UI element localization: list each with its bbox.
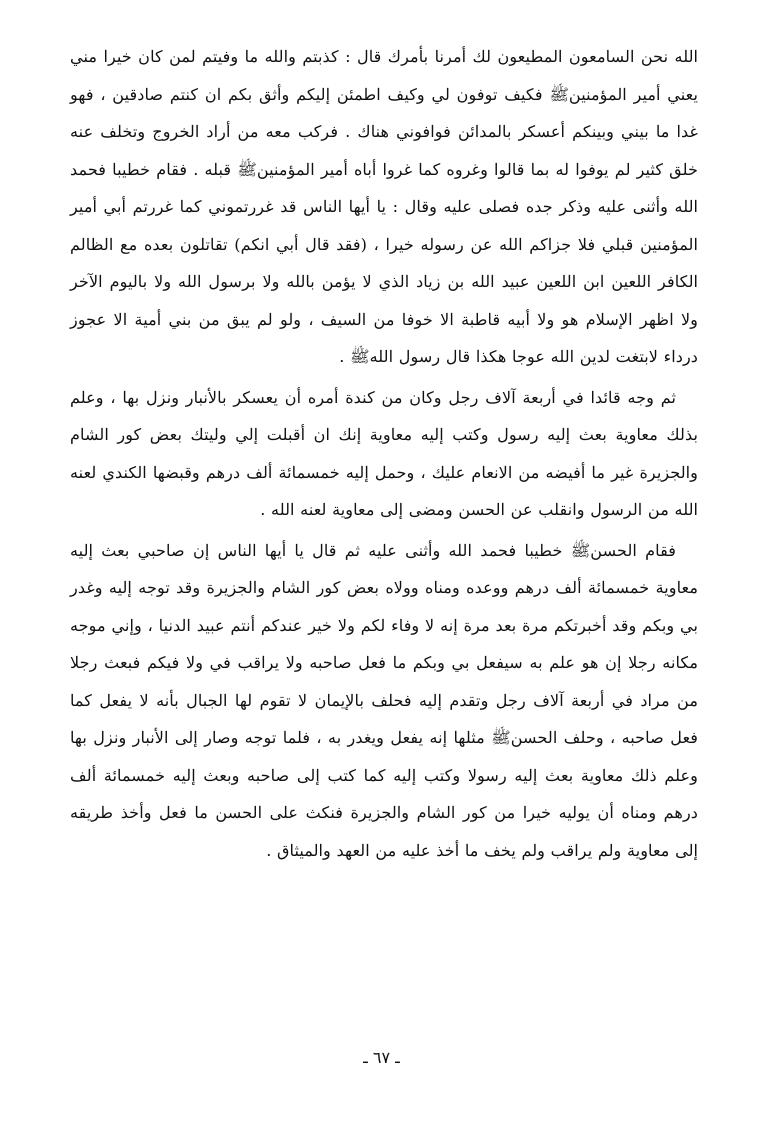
page-number: ـ ٦٧ ـ bbox=[363, 1048, 400, 1067]
paragraph-2: ثم وجه قائدا في أربعة آلاف رجل وكان من كندة أمره أن يعسكر بالأنبار ونزل بها ، وعلم بذلك معاوية بعث إليه رسول وكتب إليه معاوية إنك ان أقبلت إلي وليتك بعض كور الشام والجزيرة غير ما أفيضه من الانعام عليك ، وحمل إليه خمسمائة ألف درهم وقبضها الكندي لعنه الله من الرسول وانقلب عن الحسن ومضى إلى معاوية لعنه الله . bbox=[70, 387, 698, 519]
paragraph-1: الله نحن السامعون المطيعون لك أمرنا بأمرك قال : كذبتم والله ما وفيتم لمن كان خيرا مني يعني أمير المؤمنينﷺ فكيف توفون لي وكيف اطمئن إليكم وأثق بكم ان كنتم صادقين ، فهو غدا ما بيني وبينكم أعسكر بالمدائن فوافوني هناك . فركب معه من أراد الخروج وتخلف عنه خلق كثير لم يوفوا له بما قالوا وغروه كما غروا أباه أمير المؤمنينﷺ قبله . فقام خطيبا فحمد الله وأثنى عليه وذكر جده فصلى عليه وقال : يا أيها الناس قد غررتموني كما غررتم أبي أمير المؤمنين قبلي فلا جزاكم الله عن رسوله خيرا ، (فقد قال أبي انكم) تقاتلون بعده مع الظالم الكافر اللعين ابن اللعين عبيد الله بن زياد الذي لا يؤمن بالله ولا برسول الله ولا باليوم الآخر ولا اظهر الإسلام هو ولا أبيه قاطبة الا خوفا من السيف ، ولو لم يبق من بني أمية الا عجوز درداء لابتغت لدين الله عوجا هكذا قال رسول اللهﷺ . bbox=[70, 47, 698, 366]
paragraph-3: فقام الحسنﷺ خطيبا فحمد الله وأثنى عليه ثم قال يا أيها الناس إن صاحبي بعث إليه معاوية خمسمائة ألف درهم ووعده ومناه وولاه بعض كور الشام والجزيرة وقد توجه إليه وغدر بي وبكم وقد أخبرتكم مرة بعد مرة إنه لا وفاء لكم ولا خير عندكم أنتم عبيد الدنيا ، وإني موجه مكانه رجلا إن هو علم به سيفعل بي وبكم ما فعل صاحبه ولا يراقب في ولا فيكم فبعث رجلا من مراد في أربعة آلاف رجل وتقدم إليه فحلف بالإيمان لا تقوم لها الجبال بأنه لا يفعل كما فعل صاحبه ، وحلف الحسنﷺ مثلها إنه يفعل ويغدر به ، فلما توجه وصار إلى الأنبار ونزل بها وعلم ذلك معاوية بعث إليه رسولا وكتب إليه كما كتب إلى صاحبه وبعث إليه خمسمائة ألف درهم ومناه أن يوليه خيرا من كور الشام والجزيرة فنكث على الحسن ما فعل وأخذ طريقه إلى معاوية ولم يراقب ولم يخف ما أخذ عليه من العهد والميثاق . bbox=[70, 540, 698, 860]
page-body bbox=[70, 38, 698, 869]
